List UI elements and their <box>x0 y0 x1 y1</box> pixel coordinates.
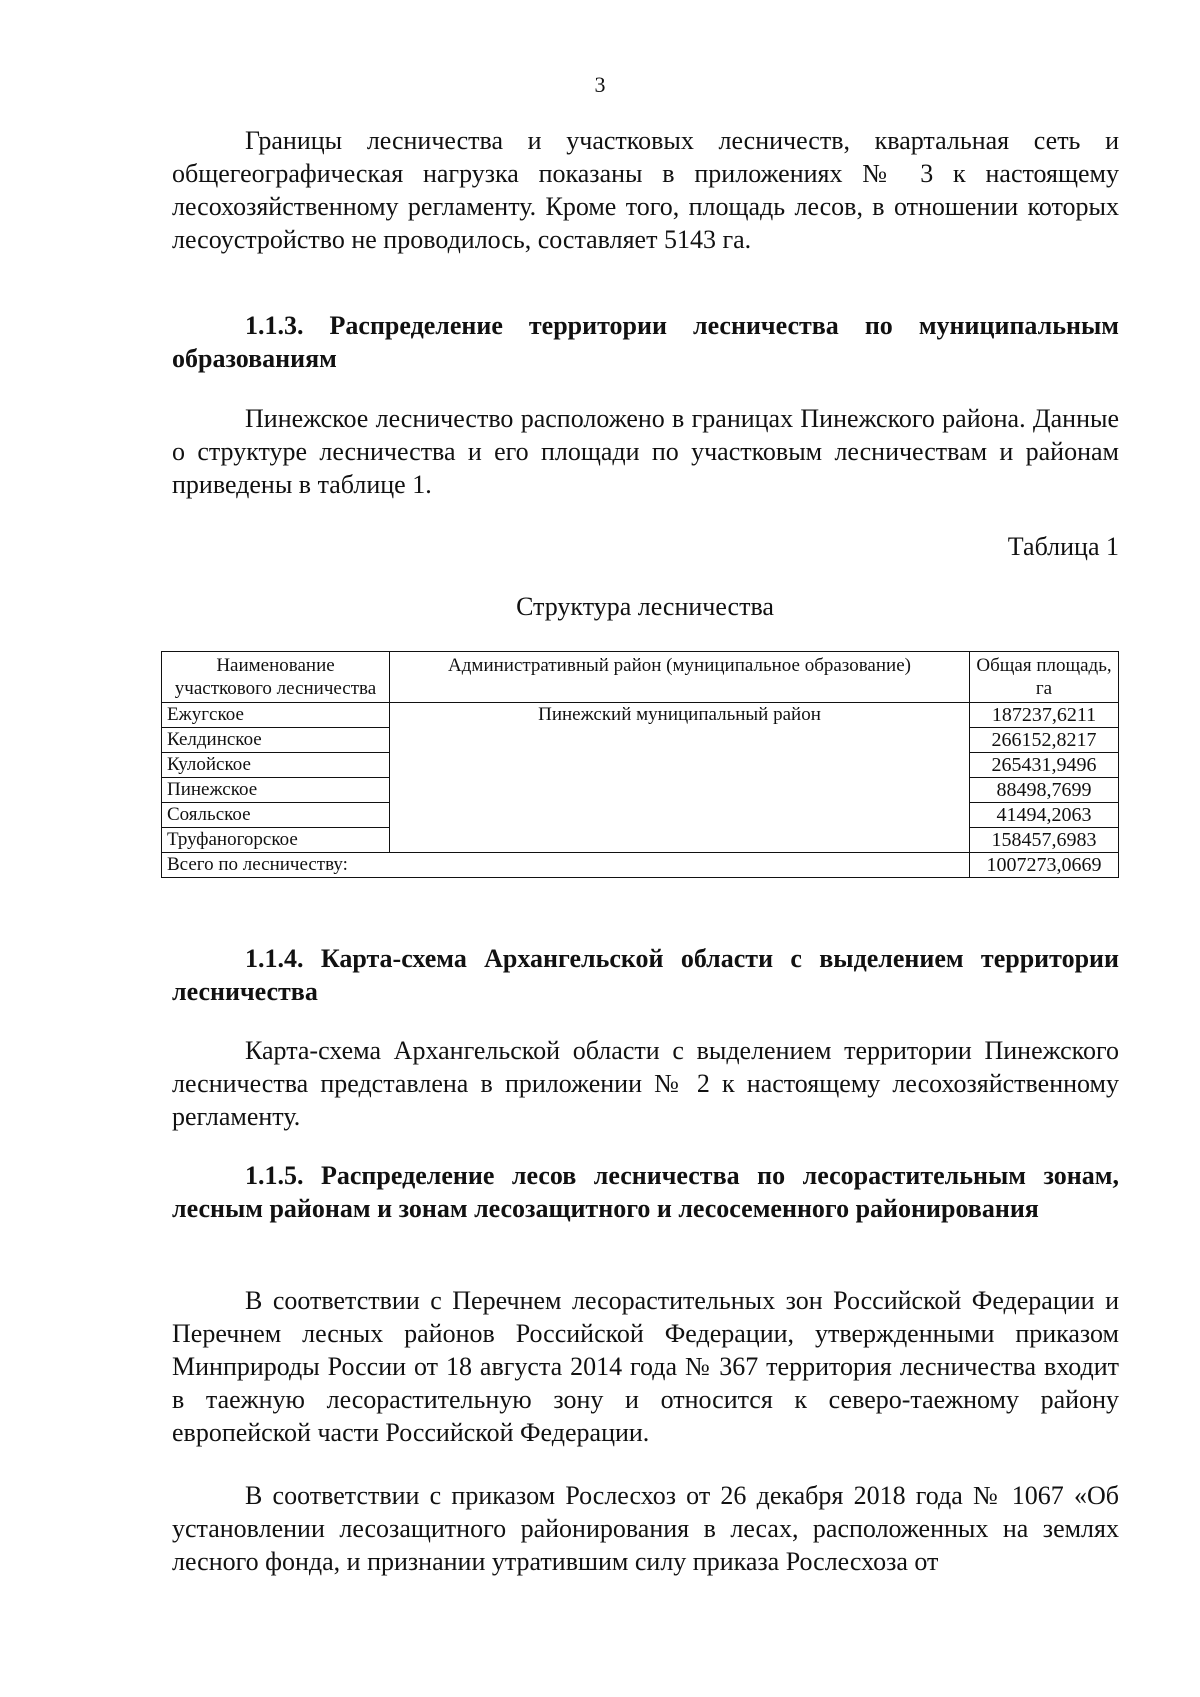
paragraph-map-scheme: Карта-схема Архангельской области с выделением территории Пинежского лесничества представлена в приложении № 2 к настоящему лесохозяйственному регламенту. <box>172 1036 1119 1131</box>
row-name: Келдинское <box>162 728 390 753</box>
paragraph-forest-boundaries: Границы лесничества и участковых лесничеств, квартальная сеть и общегеографическая нагрузка показаны в приложениях № 3 к настоящему лесохозяйственному регламенту. Кроме того, площадь лесов, в отношении которых лесоустройство не проводилось, составляет 5143 га. <box>172 126 1119 254</box>
table-total-row <box>162 853 1119 878</box>
row-area: 158457,6983 <box>970 828 1119 853</box>
row-name: Ежугское <box>162 703 390 728</box>
paragraph-forest-location: Пинежское лесничество расположено в границах Пинежского района. Данные о структуре лесничества и его площади по участковым лесничествам и районам приведены в таблице 1. <box>172 404 1119 499</box>
section-heading-1-1-3: 1.1.3. Распределение территории лесничества по муниципальным образованиям <box>172 311 1119 373</box>
paragraph-zones: В соответствии с Перечнем лесорастительных зон Российской Федерации и Перечнем лесных районов Российской Федерации, утвержденными приказом Минприроды России от 18 августа 2014 года № 367 территория лесничества входит в таежную лесорастительную зону и относится к северо-таежному району европейской части Российской Федерации. <box>172 1286 1119 1447</box>
section-heading-1-1-4: 1.1.4. Карта-схема Архангельской области с выделением территории лесничества <box>172 944 1119 1006</box>
page-number: 3 <box>594 72 606 97</box>
row-area: 265431,9496 <box>970 753 1119 778</box>
table-caption: Структура лесничества <box>516 592 774 621</box>
table-header-row <box>162 652 1119 703</box>
paragraph-rosleskhoz-order: В соответствии с приказом Рослесхоз от 26 декабря 2018 года № 1067 «Об установлении лесозащитного районирования в лесах, расположенных на землях лесного фонда, и признании утратившим силу приказа Рослесхоза от <box>172 1481 1119 1576</box>
header-name: Наименование участкового лесничества <box>162 652 390 703</box>
row-area: 187237,6211 <box>970 703 1119 728</box>
row-area: 266152,8217 <box>970 728 1119 753</box>
section-heading-1-1-5: 1.1.5. Распределение лесов лесничества по лесорастительным зонам, лесным районам и зонам лесозащитного и лесосеменного районирования <box>172 1161 1119 1223</box>
header-district: Административный район (муниципальное образование) <box>390 652 970 703</box>
forestry-structure-table <box>161 651 1119 878</box>
row-district: Пинежский муниципальный район <box>390 703 970 853</box>
header-area: Общая площадь, га <box>970 652 1119 703</box>
row-name: Кулойское <box>162 753 390 778</box>
row-area: 88498,7699 <box>970 778 1119 803</box>
table-label: Таблица 1 <box>1007 532 1119 561</box>
row-name: Сояльское <box>162 803 390 828</box>
row-area: 41494,2063 <box>970 803 1119 828</box>
total-label: Всего по лесничеству: <box>162 853 970 878</box>
table-row <box>162 703 1119 728</box>
row-name: Труфаногорское <box>162 828 390 853</box>
total-value: 1007273,0669 <box>970 853 1119 878</box>
row-name: Пинежское <box>162 778 390 803</box>
